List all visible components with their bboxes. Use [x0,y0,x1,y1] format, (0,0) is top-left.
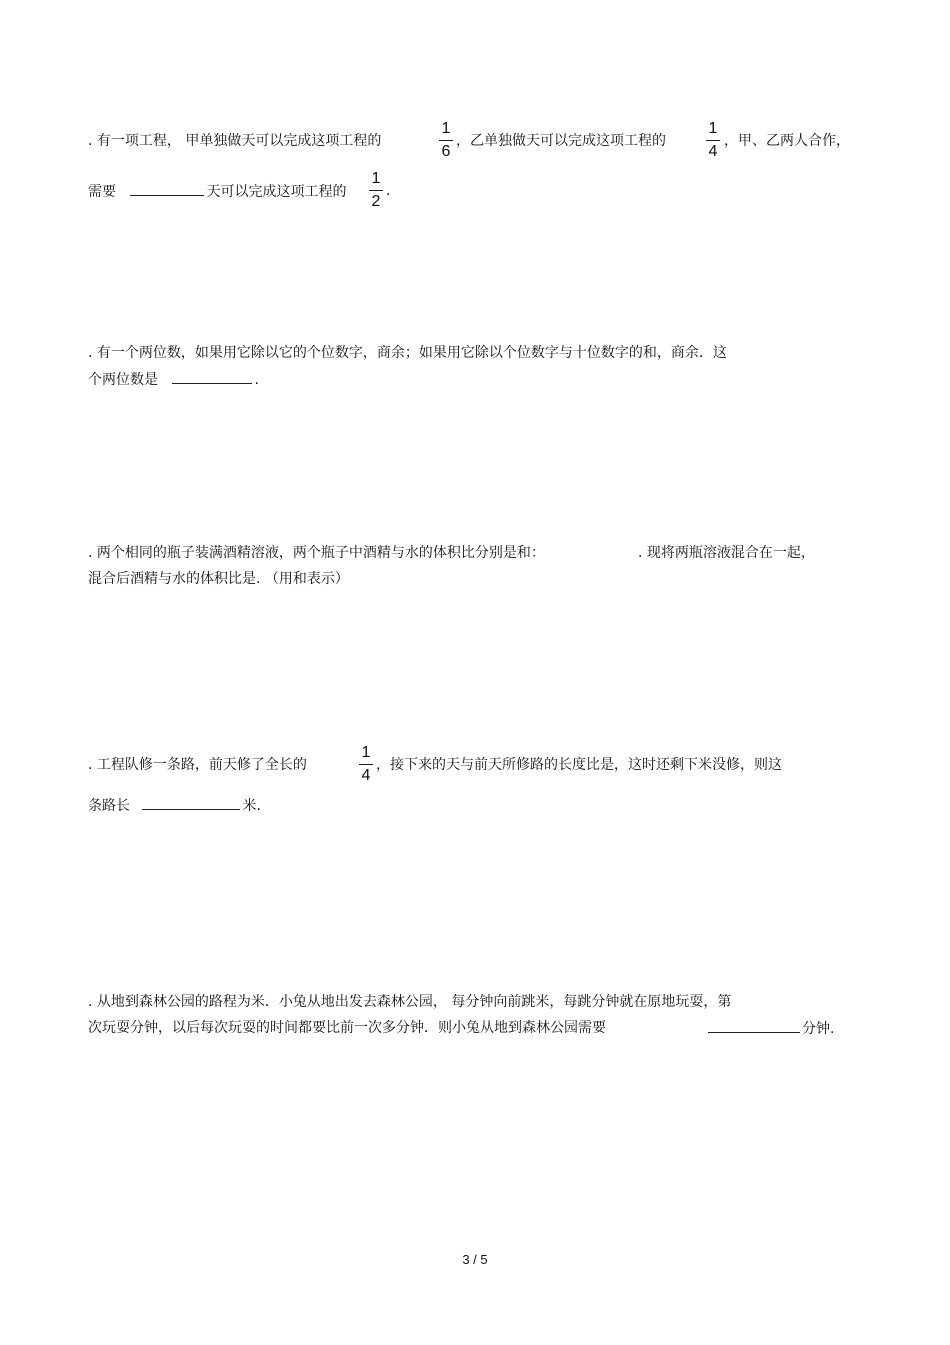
problem-1-line-2 [88,181,346,202]
fraction-denominator: 6 [441,143,451,160]
problem-4-line-2 [88,795,261,816]
fraction-denominator: 4 [361,767,371,784]
fraction-numerator: 1 [361,744,371,761]
fraction-bar [706,140,720,141]
fraction-bar [369,190,383,191]
fraction-one-sixth [436,120,456,161]
answer-blank[interactable] [708,1018,800,1033]
problem-5-line-2b: 分钟. [802,1021,835,1037]
fraction-bar [359,764,373,765]
problem-4-line-1a: . 工程队修一条路，前天修了全长的 [88,757,307,773]
answer-blank[interactable] [130,181,204,196]
problem-1-line-1b: ，乙单独做天可以完成这项工程的 [456,133,666,149]
problem-5-line-2 [708,1018,834,1039]
problem-2-line-2 [88,369,259,390]
page-number: 3 / 5 [462,1252,488,1267]
problem-4-line-2b: 米. [242,798,261,814]
answer-blank[interactable] [142,795,240,810]
problem-1-line-2a: 需要 [88,184,116,200]
problem-1-line-2c: . [386,183,391,199]
problem-4-line-1b: ，接下来的天与前天所修路的长度比是，这时还剩下米没修，则这 [376,757,782,773]
fraction-numerator: 1 [708,120,718,137]
problem-5-line-2a: 次玩耍分钟，以后每次玩耍的时间都要比前一次多分钟．则小兔从地到森林公园需要 [88,1020,606,1036]
problem-3-line-2: 混合后酒精与水的体积比是. （用和表示） [88,571,349,587]
fraction-one-quarter [703,120,723,161]
problem-1-line-1a: . 有一项工程， 甲单独做天可以完成这项工程的 [88,133,382,149]
problem-5-line-1: . 从地到森林公园的路程为米．小兔从地出发去森林公园， 每分钟向前跳米，每跳分钟就在原地玩耍，第 [88,994,732,1010]
fraction-denominator: 2 [371,193,381,210]
problem-4-line-2a: 条路长 [88,798,130,814]
problem-3-line-1a: . 两个相同的瓶子装满酒精溶液，两个瓶子中酒精与水的体积比分别是和： [88,545,545,561]
fraction-numerator: 1 [441,120,451,137]
fraction-numerator: 1 [371,170,381,187]
answer-blank[interactable] [172,369,252,384]
problem-2-line-2b: . [254,372,259,388]
fraction-one-quarter [356,744,376,785]
problem-2-line-2a: 个两位数是 [88,372,158,388]
problem-2-line-1: . 有一个两位数，如果用它除以它的个位数字，商余；如果用它除以个位数字与十位数字的和，商余．这 [88,345,727,361]
problem-1-line-1c: ，甲、乙两人合作， [724,133,850,149]
fraction-bar [439,140,453,141]
problem-3-line-1b: . 现将两瓶溶液混合在一起， [638,545,815,561]
fraction-one-half [366,170,386,211]
problem-1-line-2b: 天可以完成这项工程的 [206,184,347,200]
fraction-denominator: 4 [708,143,718,160]
